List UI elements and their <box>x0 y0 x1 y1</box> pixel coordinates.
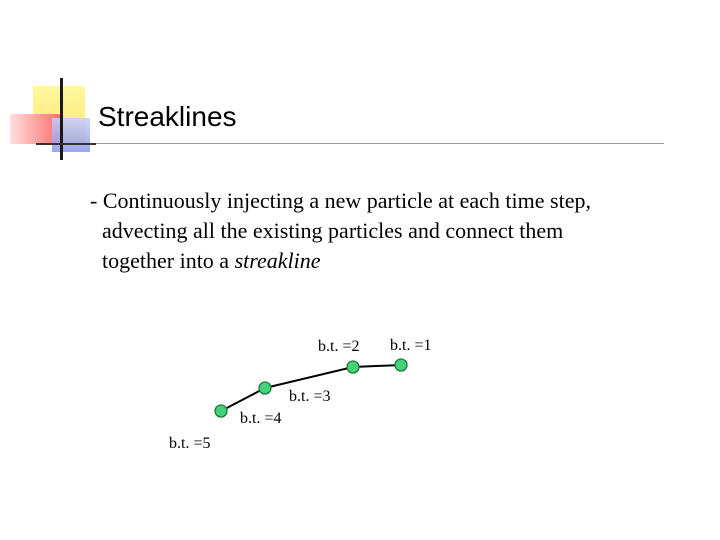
body-line-1: - Continuously injecting a new particle at each time step, <box>90 188 591 213</box>
label-bt1: b.t. =1 <box>390 337 432 354</box>
label-bt4: b.t. =4 <box>240 410 282 427</box>
label-bt3: b.t. =3 <box>289 388 331 405</box>
label-bt5: b.t. =5 <box>169 435 211 452</box>
body-line-3-prefix: together into a <box>102 248 235 273</box>
label-bt2: b.t. =2 <box>318 338 360 355</box>
edge-2-1 <box>353 365 401 367</box>
particle-node-4 <box>215 405 227 417</box>
particle-node-3 <box>259 382 271 394</box>
particle-node-2 <box>347 361 359 373</box>
slide-title: Streaklines <box>98 101 237 132</box>
body-line-2: advecting all the existing particles and connect them <box>102 218 564 243</box>
edge-4-3 <box>221 388 265 411</box>
particle-node-1 <box>395 359 407 371</box>
streakline-term: streakline <box>234 248 321 273</box>
edge-3-2 <box>265 367 353 388</box>
